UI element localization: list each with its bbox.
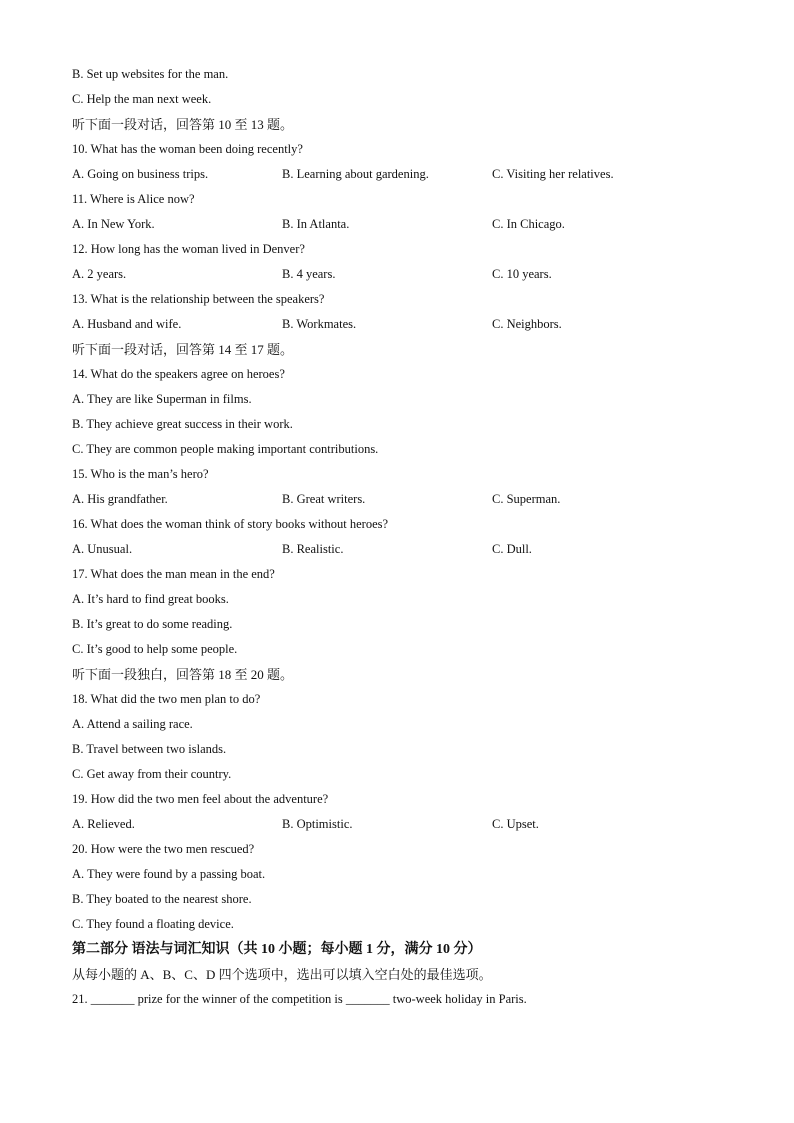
question-line: 16. What does the woman think of story books without heroes? [72, 517, 389, 531]
answer-option: C. Visiting her relatives. [492, 167, 614, 181]
question-line: B. They boated to the nearest shore. [72, 892, 252, 906]
question-line: 13. What is the relationship between the speakers? [72, 292, 325, 306]
exam-page [72, 62, 732, 1012]
answer-option: C. Superman. [492, 492, 561, 506]
question-line: A. They are like Superman in films. [72, 392, 252, 406]
answer-option: C. 10 years. [492, 267, 552, 281]
answer-option: A. In New York. [72, 217, 155, 231]
question-line: B. They achieve great success in their work. [72, 417, 293, 431]
question-line: 20. How were the two men rescued? [72, 842, 255, 856]
answer-option: A. Unusual. [72, 542, 133, 556]
answer-option: B. Workmates. [282, 317, 357, 331]
question-line: C. It’s good to help some people. [72, 642, 238, 656]
answer-option: C. In Chicago. [492, 217, 565, 231]
question-line: C. They are common people making important contributions. [72, 442, 379, 456]
answer-option: B. Optimistic. [282, 817, 353, 831]
question-line: 15. Who is the man’s hero? [72, 467, 209, 481]
question-line: B. Set up websites for the man. [72, 67, 229, 81]
options-row [72, 812, 732, 837]
answer-option: A. His grandfather. [72, 492, 168, 506]
instruction-line: 听下面一段对话，回答第 10 至 13 题。 [72, 117, 294, 132]
instruction-line: 从每小题的 A、B、C、D 四个选项中，选出可以填入空白处的最佳选项。 [72, 967, 492, 982]
question-line: 21. _______ prize for the winner of the competition is _______ two-week holiday in Paris. [72, 992, 527, 1006]
answer-option: A. Relieved. [72, 817, 135, 831]
instruction-line: 听下面一段独白，回答第 18 至 20 题。 [72, 667, 294, 682]
question-line: B. It’s great to do some reading. [72, 617, 233, 631]
question-line: C. They found a floating device. [72, 917, 234, 931]
question-line: C. Help the man next week. [72, 92, 212, 106]
answer-option: A. Going on business trips. [72, 167, 209, 181]
question-line: A. Attend a sailing race. [72, 717, 193, 731]
question-line: 14. What do the speakers agree on heroes? [72, 367, 285, 381]
options-row [72, 487, 732, 512]
instruction-line: 听下面一段对话，回答第 14 至 17 题。 [72, 342, 294, 357]
answer-option: C. Upset. [492, 817, 539, 831]
answer-option: B. In Atlanta. [282, 217, 350, 231]
answer-option: B. Learning about gardening. [282, 167, 429, 181]
question-line: C. Get away from their country. [72, 767, 232, 781]
answer-option: B. 4 years. [282, 267, 336, 281]
options-row [72, 312, 732, 337]
question-line: 12. How long has the woman lived in Denver? [72, 242, 305, 256]
answer-option: B. Great writers. [282, 492, 366, 506]
question-line: A. It’s hard to find great books. [72, 592, 229, 606]
answer-option: A. Husband and wife. [72, 317, 182, 331]
question-line: 10. What has the woman been doing recently? [72, 142, 303, 156]
question-line: 11. Where is Alice now? [72, 192, 195, 206]
answer-option: C. Neighbors. [492, 317, 562, 331]
answer-option: A. 2 years. [72, 267, 127, 281]
section-heading: 第二部分 语法与词汇知识（共 10 小题；每小题 1 分，满分 10 分） [72, 942, 482, 957]
question-line: 18. What did the two men plan to do? [72, 692, 261, 706]
question-line: B. Travel between two islands. [72, 742, 227, 756]
question-line: 19. How did the two men feel about the adventure? [72, 792, 329, 806]
question-line: A. They were found by a passing boat. [72, 867, 266, 881]
answer-option: B. Realistic. [282, 542, 344, 556]
options-row [72, 262, 732, 287]
answer-option: C. Dull. [492, 542, 532, 556]
options-row [72, 162, 732, 187]
question-line: 17. What does the man mean in the end? [72, 567, 275, 581]
options-row [72, 537, 732, 562]
options-row [72, 212, 732, 237]
